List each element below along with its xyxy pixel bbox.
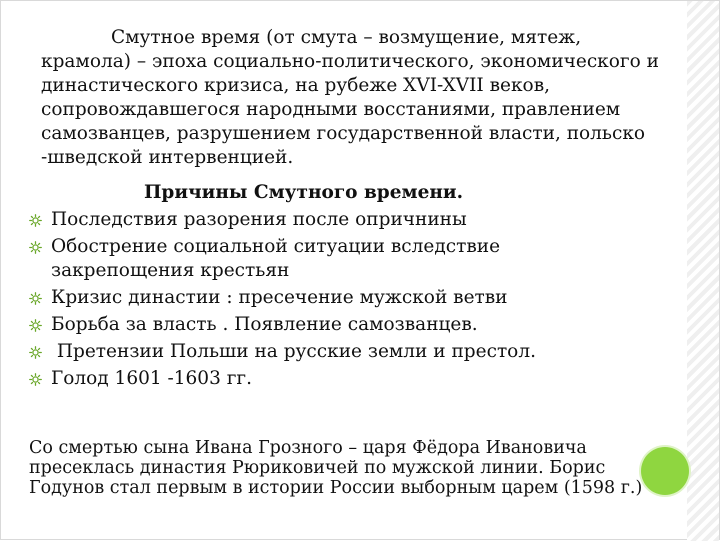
sun-bullet-icon xyxy=(29,319,42,332)
sun-bullet-icon xyxy=(29,373,42,386)
decorative-stripe xyxy=(687,1,719,541)
list-item xyxy=(29,286,629,310)
closing-paragraph: Со смертью сына Ивана Грозного – царя Фёдора Ивановича пресеклась династия Рюриковичей по мужской линии. Борис Годунов стал первым в истории России выборным царем (1598 г.) xyxy=(29,438,643,498)
list-item-text: Претензии Польши на русские земли и престол. xyxy=(51,341,536,362)
list-item-text: Последствия разорения после опричнины xyxy=(51,209,467,230)
list-item-text: Голод 1601 -1603 гг. xyxy=(51,368,252,389)
causes-heading: Причины Смутного времени. xyxy=(143,182,464,203)
sun-bullet-icon xyxy=(29,292,42,305)
green-circle xyxy=(641,447,689,495)
causes-list xyxy=(29,208,629,394)
list-item xyxy=(29,235,629,283)
list-item-text: Обострение социальной ситуации вследствие закрепощения крестьян xyxy=(51,236,501,281)
list-item xyxy=(29,340,629,364)
list-item-text: Борьба за власть . Появление самозванцев. xyxy=(51,314,478,335)
sun-bullet-icon xyxy=(29,214,42,227)
sun-bullet-icon xyxy=(29,346,42,359)
list-item xyxy=(29,367,629,391)
list-item-text: Кризис династии : пресечение мужской ветви xyxy=(51,287,508,308)
intro-paragraph: Смутное время (от смута – возмущение, мятеж, крамола) – эпоха социально-политического, экономического и династического кризиса, на рубеже XVI-XVII веков, сопровождавшегося народными восстаниями, правлением самозванцев, разрушением государственной власти, польско -шведской интервенцией. xyxy=(41,27,659,168)
sun-bullet-icon xyxy=(29,241,42,254)
list-item xyxy=(29,208,629,232)
list-item xyxy=(29,313,629,337)
